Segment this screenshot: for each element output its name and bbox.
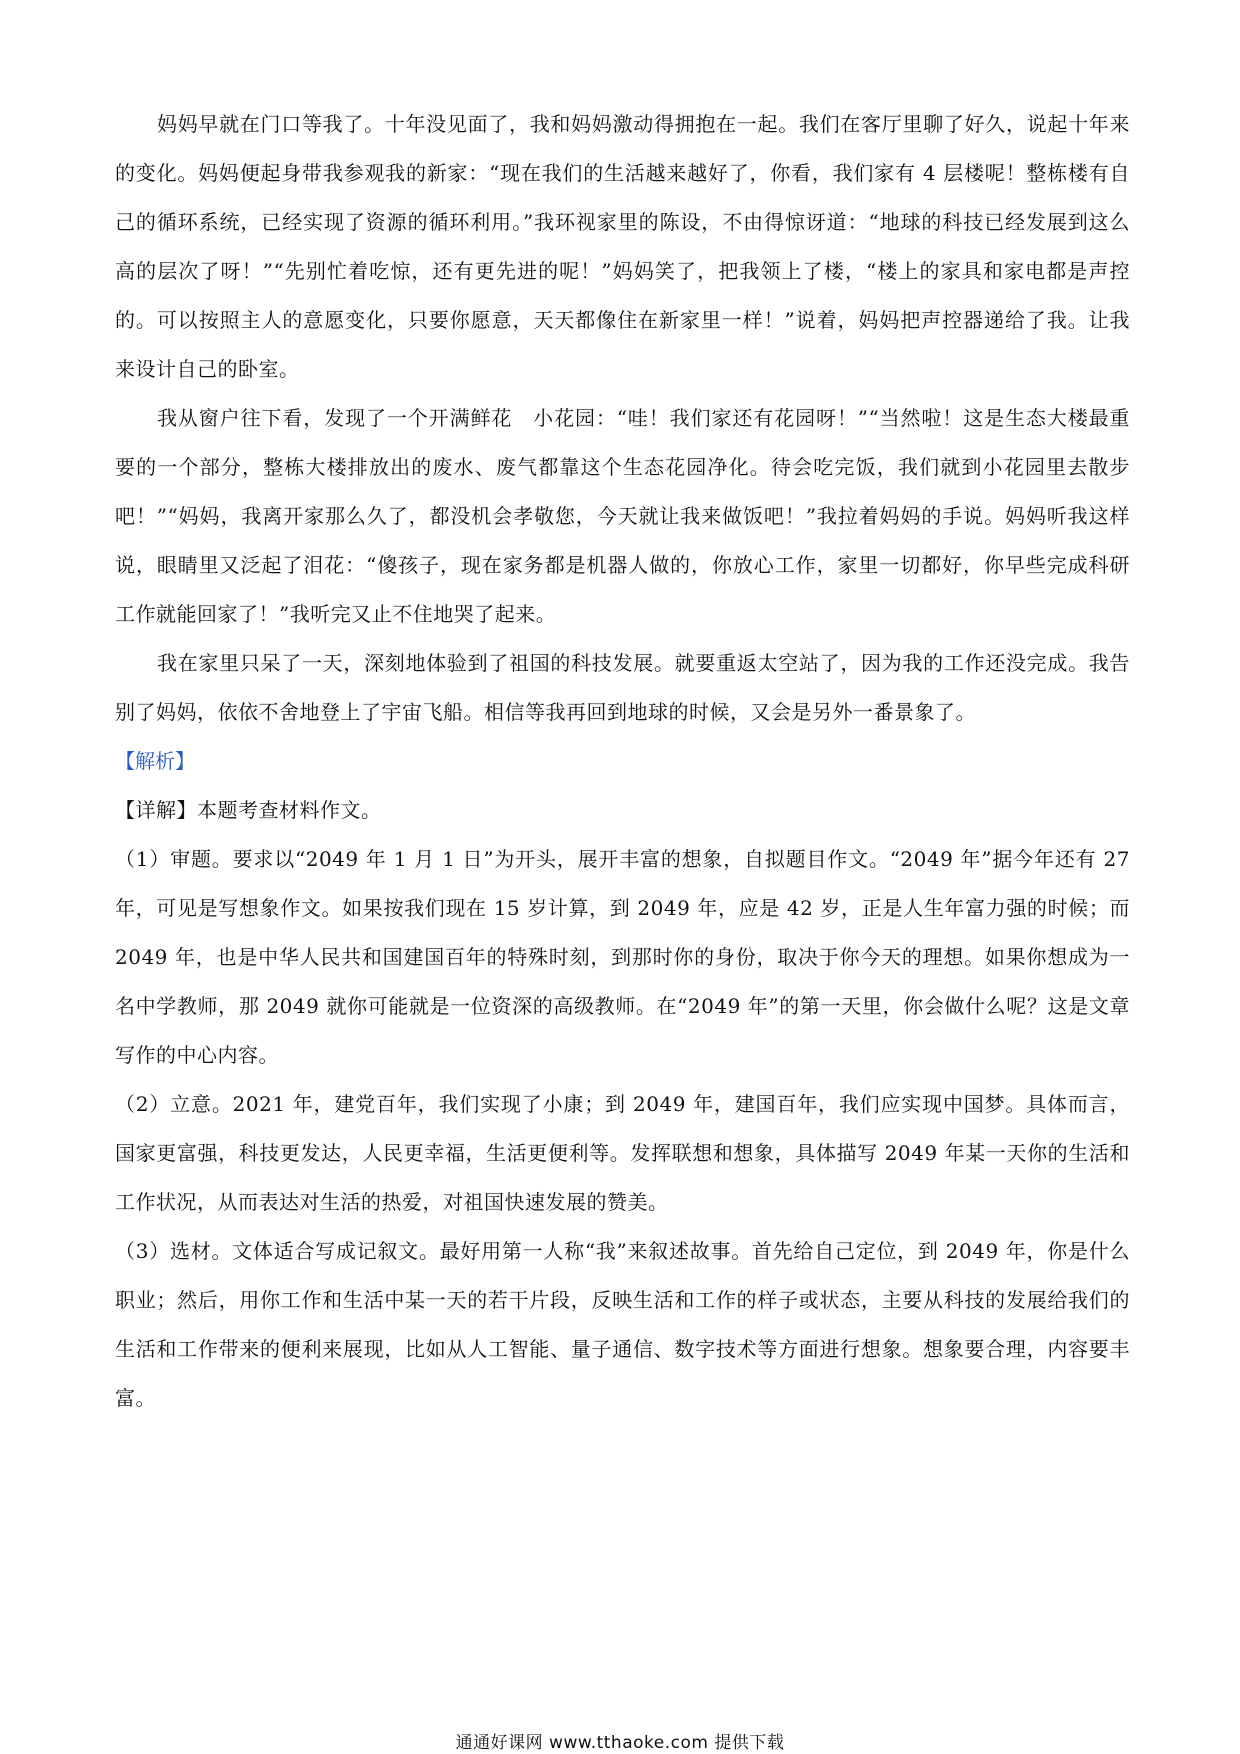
analysis-point-3: （3）选材。文体适合写成记叙文。最好用第一人称“我”来叙述故事。首先给自己定位，到 2049 年，你是什么职业；然后，用你工作和生活中某一天的若干片段，反映生活和工作的样子或状态，主要从科技的发展给我们的生活和工作带来的便利来展现，比如从人工智能、量子通信、数字技术等方面进行想象。想象要合理，内容要丰富。 (115, 1239, 1130, 1410)
essay-paragraph-2: 我从窗户往下看，发现了一个开满鲜花 小花园：“哇！我们家还有花园呀！”“当然啦！这是生态大楼最重要的一个部分，整栋大楼排放出的废水、废气都靠这个生态花园净化。待会吃完饭，我们就到小花园里去散步吧！”“妈妈，我离开家那么久了，都没机会孝敬您，今天就让我来做饭吧！”我拉着妈妈的手说。妈妈听我这样说，眼睛里又泛起了泪花：“傻孩子，现在家务都是机器人做的，你放心工作，家里一切都好，你早些完成科研工作就能回家了！”我听完又止不住地哭了起来。 (115, 406, 1130, 626)
page-footer: 通通好课网 www.tthaoke.com 提供下载 (455, 1733, 785, 1753)
detail-text: 本题考查材料作文。 (197, 798, 382, 822)
detail-heading (115, 786, 1130, 835)
essay-paragraph-3: 我在家里只呆了一天，深刻地体验到了祖国的科技发展。就要重返太空站了，因为我的工作还没完成。我告别了妈妈，依依不舍地登上了宇宙飞船。相信等我再回到地球的时候，又会是另外一番景象了。 (115, 651, 1130, 724)
analysis-label: 【解析】 (115, 749, 195, 773)
detail-title: 【详解】 (115, 798, 197, 822)
analysis-point-2: （2）立意。2021 年，建党百年，我们实现了小康；到 2049 年，建国百年，我们应实现中国梦。具体而言，国家更富强，科技更发达，人民更幸福，生活更便利等。发挥联想和想象，具体描写 2049 年某一天你的生活和工作状况，从而表达对生活的热爱，对祖国快速发展的赞美。 (115, 1092, 1130, 1214)
document-body (115, 100, 1130, 1423)
analysis-point-1: （1）审题。要求以“2049 年 1 月 1 日”为开头，展开丰富的想象，自拟题目作文。“2049 年”据今年还有 27 年，可见是写想象作文。如果按我们现在 15 岁计算，到 2049 年，应是 42 岁，正是人生年富力强的时候；而 2049 年，也是中华人民共和国建国百年的特殊时刻，到那时你的身份，取决于你今天的理想。如果你想成为一名中学教师，那 2049 就你可能就是一位资深的高级教师。在“2049 年”的第一天里，你会做什么呢？这是文章写作的中心内容。 (115, 847, 1130, 1067)
essay-paragraph-1: 妈妈早就在门口等我了。十年没见面了，我和妈妈激动得拥抱在一起。我们在客厅里聊了好久，说起十年来的变化。妈妈便起身带我参观我的新家：“现在我们的生活越来越好了，你看，我们家有 4 层楼呢！整栋楼有自己的循环系统，已经实现了资源的循环利用。”我环视家里的陈设，不由得惊讶道：“地球的科技已经发展到这么高的层次了呀！”“先别忙着吃惊，还有更先进的呢！”妈妈笑了，把我领上了楼，“楼上的家具和家电都是声控的。可以按照主人的意愿变化，只要你愿意，天天都像住在新家里一样！”说着，妈妈把声控器递给了我。让我来设计自己的卧室。 (115, 112, 1130, 381)
